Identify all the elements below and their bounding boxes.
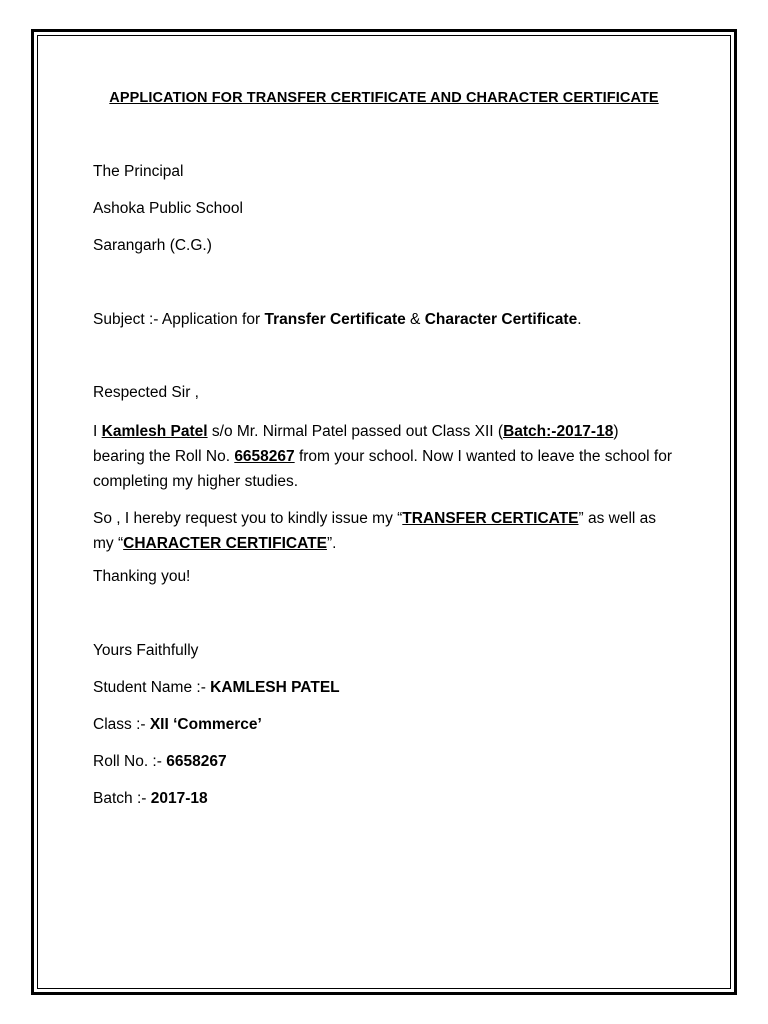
subject-end: . [577,311,582,328]
body1-text-3: ) bearing the Roll No. [93,423,619,465]
batch-value: 2017-18 [150,790,208,807]
body1-roll-number: 6658267 [234,448,295,465]
body2-text-3: ”. [326,535,337,552]
body-paragraph-2 [93,506,673,556]
body1-text-2: s/o Mr. Nirmal Patel passed out Class XII ( [207,423,504,440]
document-title: APPLICATION FOR TRANSFER CERTIFICATE AND CHARACTER CERTIFICATE [109,90,659,106]
roll-number-value: 6658267 [166,753,227,770]
body1-text-4: from your school. Now I wanted to leave the school for completing my higher studies. [93,448,673,490]
subject-transfer-certificate: Transfer Certificate [264,311,406,328]
class-value: XII ‘Commerce’ [149,716,262,733]
salutation: Respected Sir , [93,384,199,401]
address-line-2: Ashoka Public School [93,200,243,217]
body1-text-1: I [93,423,102,440]
thanks-line: Thanking you! [93,568,191,585]
body2-character-certificate: CHARACTER CERTIFICATE [123,535,327,552]
body1-batch: Batch:-2017-18 [503,423,614,440]
batch-line [93,790,208,808]
student-name-value: KAMLESH PATEL [210,679,340,696]
batch-label: Batch :- [93,790,151,807]
body2-text-1: So , I hereby request you to kindly issue my “ [93,510,403,527]
closing-line: Yours Faithfully [93,642,199,659]
student-name-line [93,679,340,697]
subject-line [93,311,582,329]
address-line-1: The Principal [93,163,184,180]
subject-ampersand: & [405,311,425,328]
student-name-label: Student Name :- [93,679,211,696]
subject-character-certificate: Character Certificate [424,311,578,328]
body2-transfer-certificate: TRANSFER CERTICATE [402,510,579,527]
address-line-3: Sarangarh (C.G.) [93,237,212,254]
body-paragraph-1 [93,419,673,494]
subject-prefix: Subject :- Application for [93,311,265,328]
body2-text-2: ” as well as my “ [93,510,657,552]
class-label: Class :- [93,716,150,733]
class-line [93,716,262,734]
roll-number-label: Roll No. :- [93,753,167,770]
body1-student-name: Kamlesh Patel [101,423,208,440]
roll-number-line [93,753,227,771]
